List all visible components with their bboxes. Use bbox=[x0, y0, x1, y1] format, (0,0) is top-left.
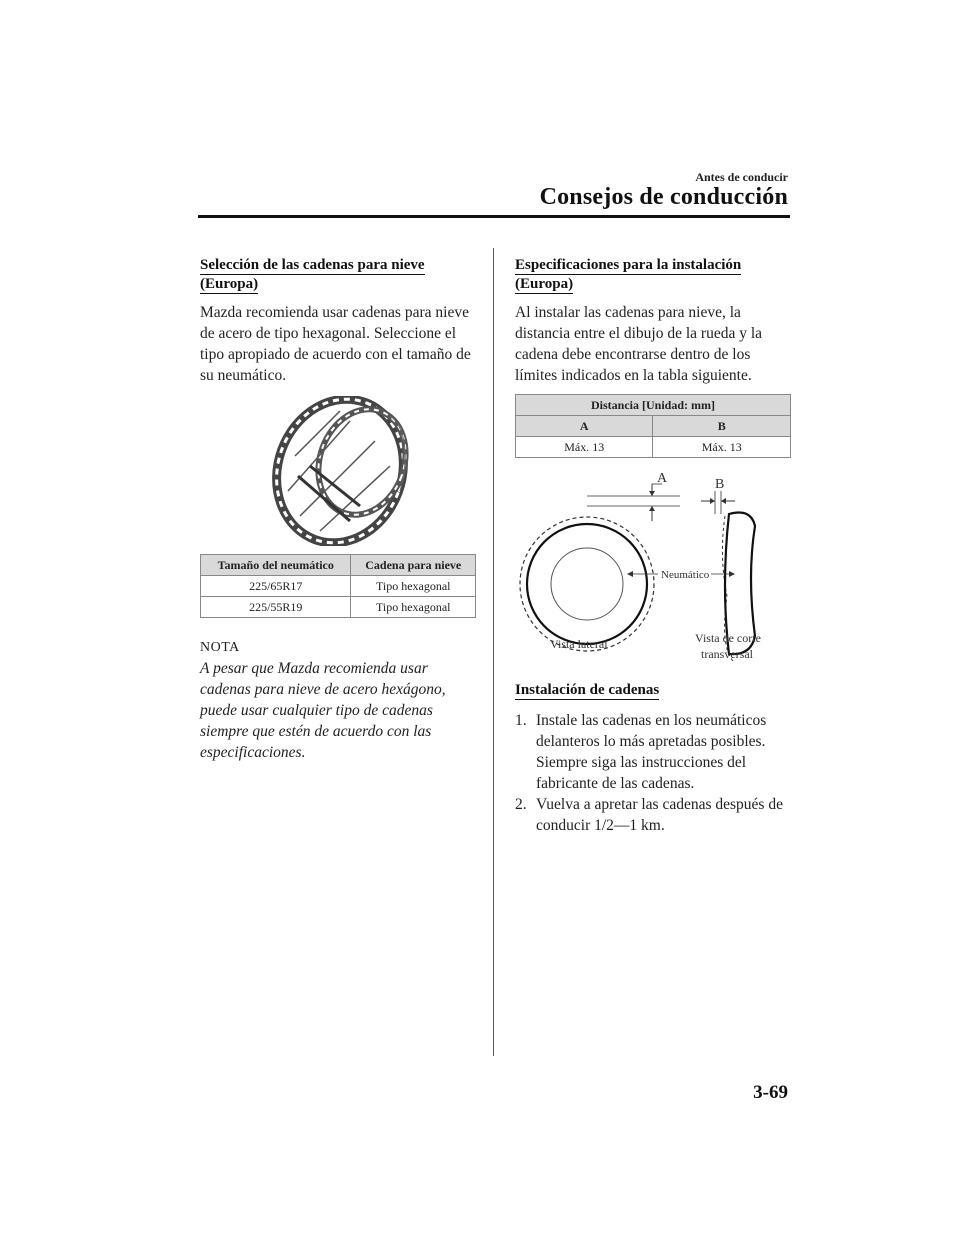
table-cell: Tipo hexagonal bbox=[351, 576, 476, 597]
column-divider bbox=[493, 248, 494, 1056]
chain-selection-heading bbox=[200, 256, 476, 294]
right-column bbox=[515, 256, 791, 836]
clearance-drawing bbox=[515, 466, 791, 671]
installation-steps bbox=[515, 710, 791, 836]
table-cell: Máx. 13 bbox=[516, 437, 653, 458]
step-text: Vuelva a apretar las cadenas después de conducir 1/2―1 km. bbox=[536, 796, 783, 834]
left-column bbox=[200, 256, 476, 763]
clearance-diagram bbox=[515, 466, 791, 671]
label-tire: Neumático bbox=[661, 569, 710, 581]
chain-selection-text: Mazda recomienda usar cadenas para nieve de acero de tipo hexagonal. Seleccione el tipo apropiado de acuerdo con el tamaño de su neumático. bbox=[200, 304, 471, 384]
table-cell: Máx. 13 bbox=[653, 437, 791, 458]
heading-line-1: Especificaciones para la instalación bbox=[515, 257, 742, 273]
list-item bbox=[515, 794, 791, 836]
installation-spec-text: Al instalar las cadenas para nieve, la distancia entre el dibujo de la rueda y la cadena debe encontrarse dentro de los límites indicados en la tabla siguiente. bbox=[515, 304, 763, 384]
snow-chain-drawing bbox=[200, 396, 476, 546]
page-number: 3-69 bbox=[753, 1082, 788, 1103]
distance-table bbox=[515, 394, 791, 458]
installation-spec-heading bbox=[515, 256, 791, 294]
tire-outline bbox=[527, 524, 647, 644]
heading-line-2: (Europa) bbox=[515, 276, 574, 292]
note-title: NOTA bbox=[200, 640, 240, 655]
table-header-row bbox=[201, 555, 476, 576]
table-header-chain-type: Cadena para nieve bbox=[351, 555, 476, 576]
label-side-view: Vista lateral bbox=[550, 637, 608, 651]
label-cross-section-1: Vista de corte bbox=[695, 631, 761, 645]
note-text: A pesar que Mazda recomienda usar cadenas para nieve de acero hexágono, puede usar cualquier tipo de cadenas siempre que estén de acuerdo con las especificaciones. bbox=[200, 660, 446, 761]
heading-line-1: Selección de las cadenas para nieve bbox=[200, 257, 425, 273]
chain-installation-heading bbox=[515, 681, 791, 700]
chapter-title: Consejos de conducción bbox=[539, 184, 788, 210]
table-row bbox=[516, 437, 791, 458]
step-number: 1. bbox=[515, 712, 527, 729]
step-text: Instale las cadenas en los neumáticos delanteros lo más apretadas posibles. Siempre siga las instrucciones del fabricante de las cadenas. bbox=[536, 712, 767, 792]
rim-outline bbox=[551, 548, 623, 620]
heading-line-2: (Europa) bbox=[200, 276, 259, 292]
chain-size-table bbox=[200, 554, 476, 618]
step-number: 2. bbox=[515, 796, 527, 813]
table-title-row bbox=[516, 395, 791, 416]
table-header-tire-size: Tamaño del neumático bbox=[201, 555, 351, 576]
table-header-b: B bbox=[653, 416, 791, 437]
table-title: Distancia [Unidad: mm] bbox=[516, 395, 791, 416]
table-cell: 225/55R19 bbox=[201, 597, 351, 618]
section-title: Antes de conducir bbox=[695, 170, 788, 184]
table-cell: 225/65R17 bbox=[201, 576, 351, 597]
label-a: A bbox=[657, 471, 668, 486]
table-row bbox=[201, 597, 476, 618]
table-header-a: A bbox=[516, 416, 653, 437]
label-b: B bbox=[715, 477, 725, 492]
label-cross-section-2: transversal bbox=[701, 647, 753, 661]
table-header-row bbox=[516, 416, 791, 437]
table-row bbox=[201, 576, 476, 597]
chain-outline bbox=[520, 517, 654, 651]
header-rule bbox=[198, 215, 790, 218]
install-heading-text: Instalación de cadenas bbox=[515, 682, 660, 698]
snow-chain-illustration bbox=[200, 396, 476, 546]
table-cell: Tipo hexagonal bbox=[351, 597, 476, 618]
list-item bbox=[515, 710, 791, 794]
